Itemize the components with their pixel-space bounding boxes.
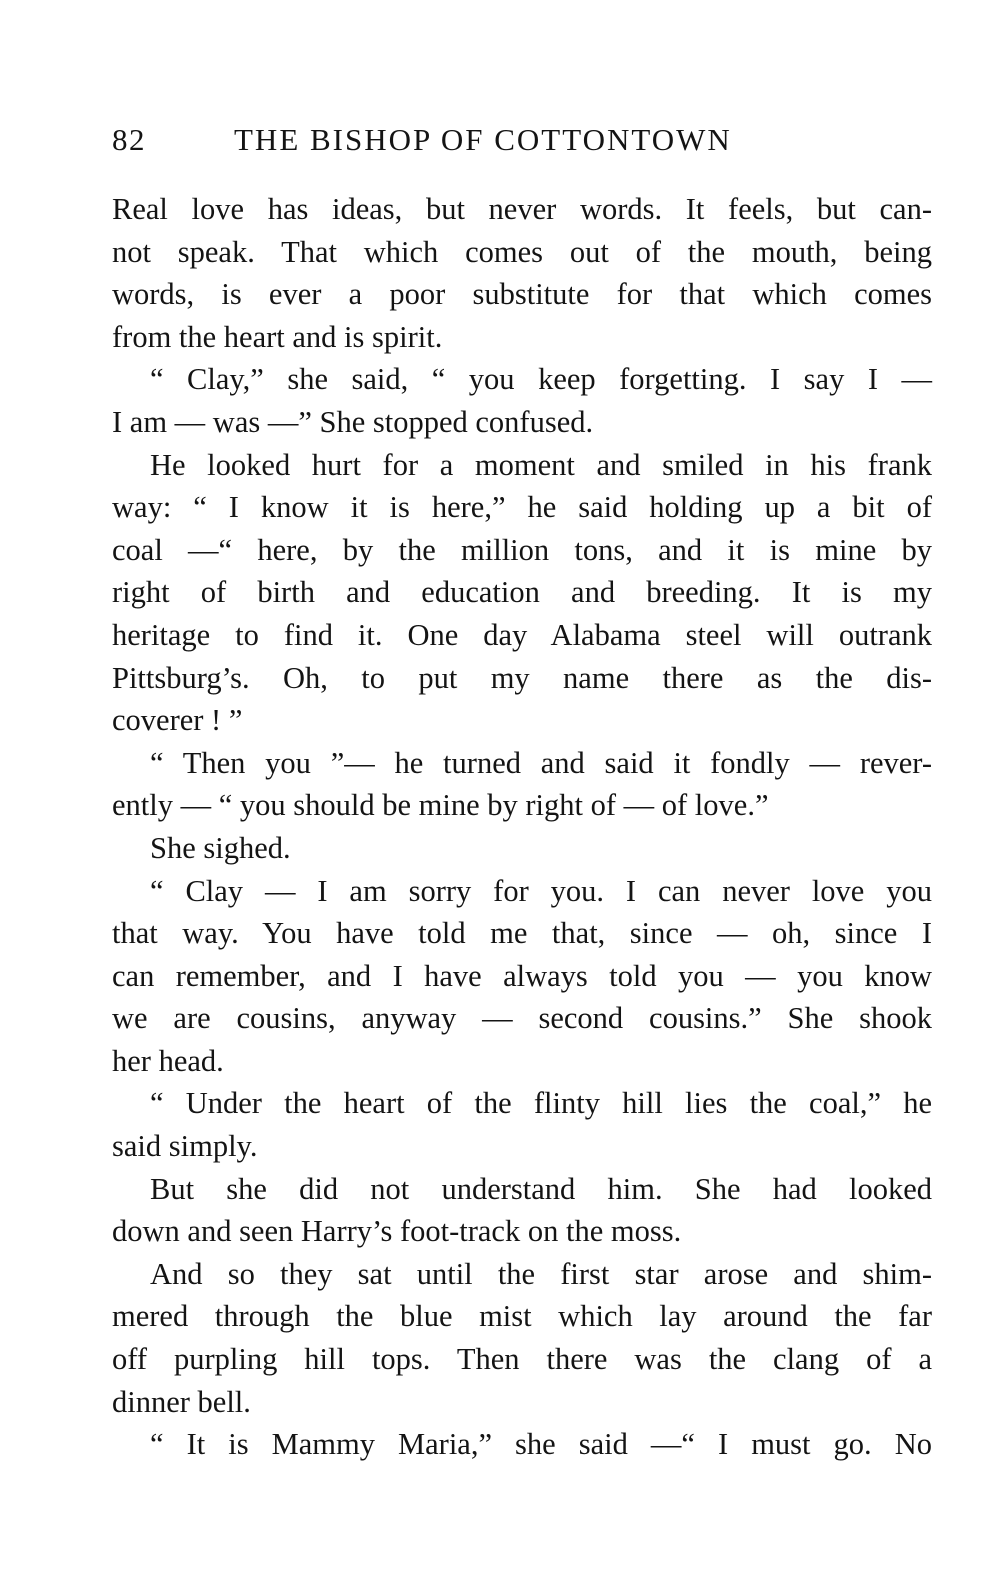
text-line: “ Then you ”— he turned and said it fondly — rever- [150, 745, 932, 780]
text-line: “ Under the heart of the flinty hill lies the coal,” he [150, 1086, 932, 1121]
text-line: dinner bell. [112, 1384, 251, 1419]
body-text [112, 188, 932, 1466]
text-line: Pittsburg’s. Oh, to put my name there as the dis- [112, 660, 932, 695]
text-line: we are cousins, anyway — second cousins.” She shook [112, 1001, 932, 1036]
paragraph [112, 870, 932, 1083]
text-line: that way. You have told me that, since — oh, since I [112, 916, 932, 951]
paragraph [112, 1423, 932, 1466]
text-line: words, is ever a poor substitute for that which comes [112, 277, 932, 312]
paragraph [112, 358, 932, 443]
text-line: can remember, and I have always told you — you know [112, 958, 932, 993]
text-line: “ Clay — I am sorry for you. I can never love you [150, 873, 932, 908]
paragraph [112, 742, 932, 827]
running-title: THE BISHOP OF COTTONTOWN [234, 122, 732, 157]
text-line: ently — “ you should be mine by right of — of love.” [112, 788, 769, 823]
text-line: Real love has ideas, but never words. It feels, but can- [112, 192, 932, 226]
text-line: He looked hurt for a moment and smiled in his frank [150, 447, 932, 482]
paragraph [112, 827, 932, 870]
text-line: from the heart and is spirit. [112, 319, 443, 354]
text-line: coverer ! ” [112, 703, 243, 738]
text-line: mered through the blue mist which lay around the far [112, 1299, 932, 1334]
paragraph [112, 1253, 932, 1423]
page-header [112, 122, 932, 166]
text-line: her head. [112, 1043, 224, 1078]
paragraph [112, 444, 932, 742]
text-line: not speak. That which comes out of the mouth, being [112, 234, 932, 269]
text-line: But she did not understand him. She had looked [150, 1171, 932, 1206]
text-line: heritage to find it. One day Alabama steel will outrank [112, 617, 932, 652]
paragraph [112, 1168, 932, 1253]
paragraph [112, 188, 932, 358]
page-number: 82 [112, 122, 146, 157]
text-line: coal —“ here, by the million tons, and it is mine by [112, 532, 932, 567]
text-line: “ It is Mammy Maria,” she said —“ I must go. No [150, 1427, 932, 1462]
text-line: She sighed. [150, 830, 291, 865]
text-line: And so they sat until the first star arose and shim- [150, 1256, 932, 1291]
paragraph [112, 1082, 932, 1167]
text-line: off purpling hill tops. Then there was the clang of a [112, 1342, 932, 1377]
text-line: right of birth and education and breeding. It is my [112, 575, 932, 610]
text-line: I am — was —” She stopped confused. [112, 404, 594, 439]
text-line: down and seen Harry’s foot-track on the moss. [112, 1214, 682, 1249]
text-line: way: “ I know it is here,” he said holding up a bit of [112, 490, 932, 525]
text-line: “ Clay,” she said, “ you keep forgetting. I say I — [150, 362, 932, 397]
text-line: said simply. [112, 1129, 258, 1164]
